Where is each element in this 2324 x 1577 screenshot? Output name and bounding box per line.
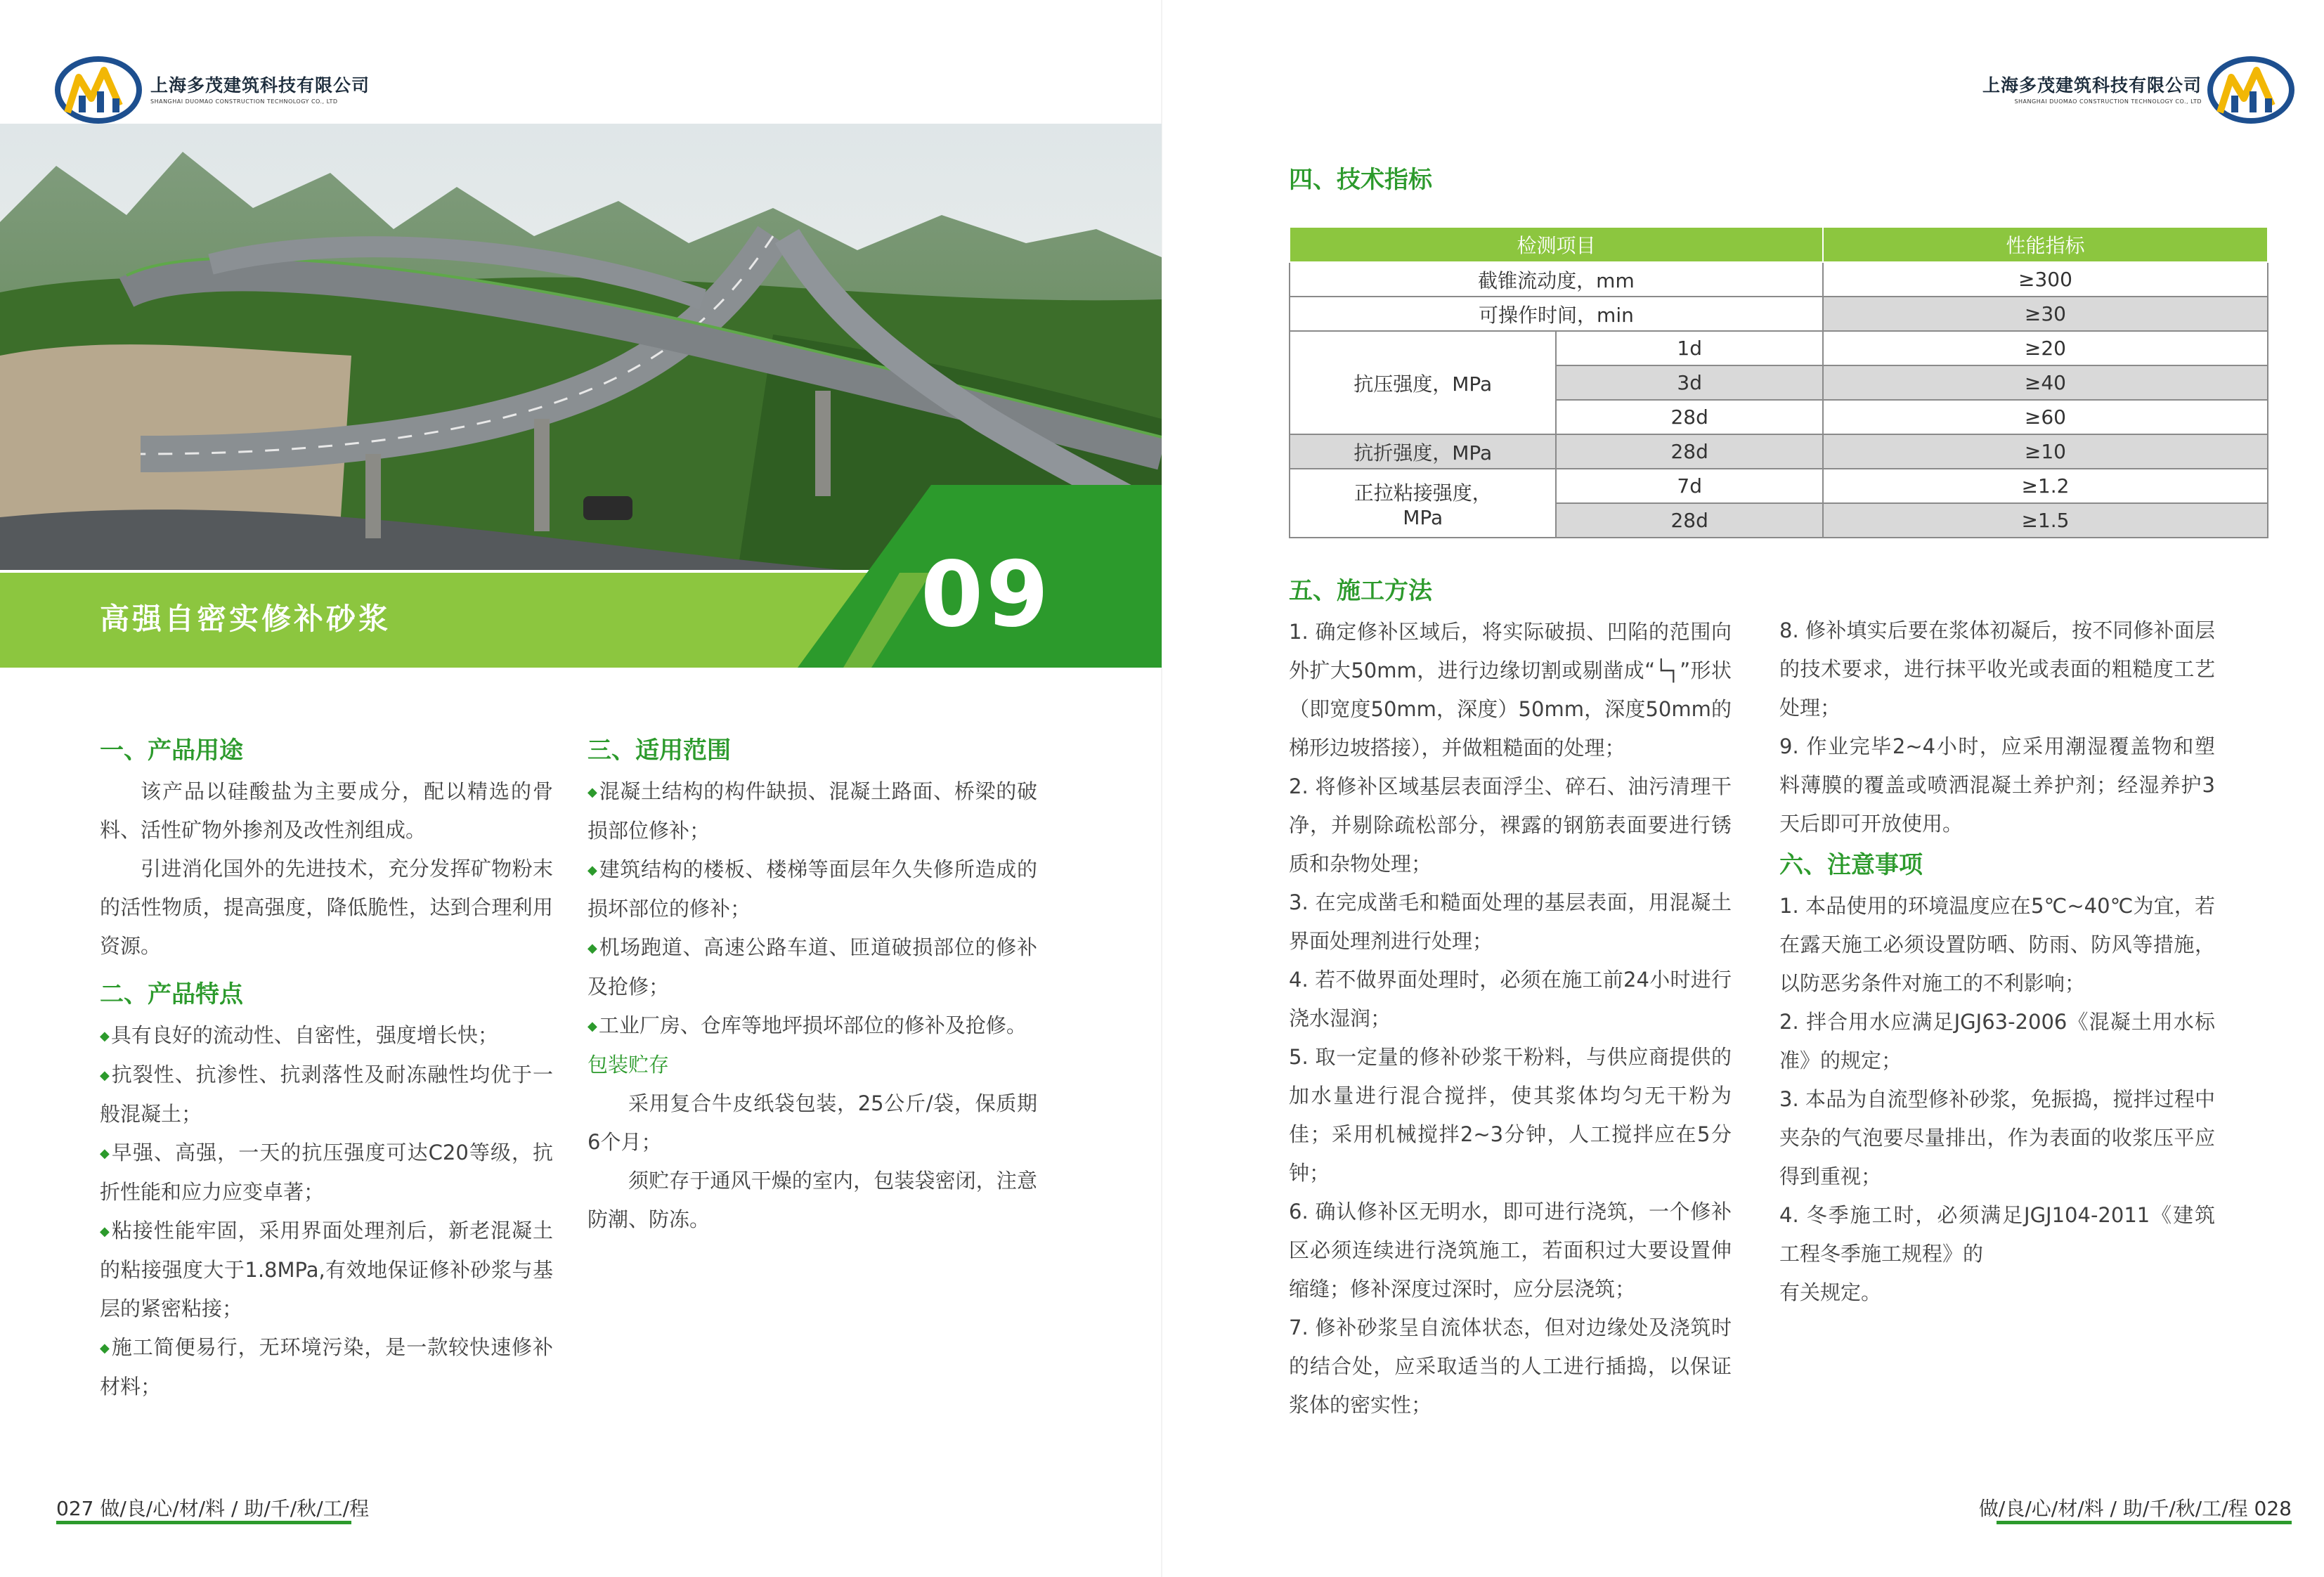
page-number-left: 027 (56, 1497, 94, 1520)
cell-value: ≥300 (1823, 262, 2268, 297)
method-heading: 五、施工方法 (1289, 577, 1432, 605)
scope-item: ◆ 混凝土结构的构件缺损、混凝土路面、桥梁的破损部位修补； (588, 772, 1037, 850)
company-name-cn: 上海多茂建筑科技有限公司 (150, 74, 370, 96)
scope-heading: 三、适用范围 (588, 736, 731, 765)
scope-item: ◆ 工业厂房、仓库等地坪损坏部位的修补及抢修。 (588, 1006, 1037, 1046)
method-step: 9. 作业完毕2~4小时，应采用潮湿覆盖物和塑料薄膜的覆盖或喷洒混凝土养护剂；经湿养护3天后即可开放使用。 (1779, 734, 2215, 836)
note-item: 1. 本品使用的环境温度应在5℃~40℃为宜，若在露天施工必须设置防晒、防雨、防风等措施，以防恶劣条件对施工的不利影响； (1779, 894, 2215, 995)
cell-label: 截锥流动度，mm (1290, 262, 1823, 297)
tech-heading: 四、技术指标 (1289, 166, 1432, 194)
header-item: 检测项目 (1290, 227, 1823, 262)
footer-slogan-right: 做/良/心/材/料 / 助/千/秋/工/程 (1978, 1497, 2248, 1520)
note-item: 4. 冬季施工时，必须满足JGJ104-2011《建筑工程冬季施工规程》的 (1779, 1203, 2215, 1266)
bond-label-line-2: MPa (1403, 505, 1443, 529)
cell-age: 3d (1556, 365, 1822, 400)
table-row (1290, 331, 2268, 365)
table-row (1290, 434, 2268, 469)
page-number-right: 028 (2254, 1497, 2292, 1520)
table-row (1290, 297, 2268, 331)
cell-value: ≥60 (1823, 400, 2268, 434)
cell-label: 抗压强度，MPa (1290, 331, 1556, 434)
feature-item: ◆ 施工简便易行，无环境污染，是一款较快速修补材料； (100, 1328, 553, 1406)
note-item: 3. 本品为自流型修补砂浆，免振捣，搅拌过程中夹杂的气泡要尽量排出，作为表面的收浆压平应得到重视； (1779, 1087, 2215, 1188)
cell-age: 28d (1556, 400, 1822, 434)
packaging-heading: 包装贮存 (588, 1053, 670, 1077)
packaging-paragraph: 须贮存于通风干燥的室内，包装袋密闭，注意防潮、防冻。 (588, 1169, 1037, 1231)
method-step: 2. 将修补区域基层表面浮尘、碎石、油污清理干净，并剔除疏松部分，裸露的钢筋表面要进行锈质和杂物处理； (1289, 774, 1732, 876)
company-name-cn: 上海多茂建筑科技有限公司 (1982, 74, 2202, 96)
footer-underline-right (1997, 1521, 2292, 1524)
usage-paragraph: 该产品以硅酸盐为主要成分，配以精选的骨料、活性矿物外掺剂及改性剂组成。 (100, 779, 553, 842)
cell-label (1290, 469, 1556, 538)
method-step: 4. 若不做界面处理时，必须在施工前24小时进行浇水湿润； (1289, 968, 1732, 1030)
features-heading: 二、产品特点 (100, 980, 243, 1008)
footer-underline-left (56, 1521, 351, 1524)
cell-value: ≥1.2 (1823, 469, 2268, 503)
cell-age: 28d (1556, 503, 1822, 538)
company-logo-icon (2207, 49, 2299, 126)
table-header-row (1290, 227, 2268, 262)
cell-value: ≥20 (1823, 331, 2268, 365)
right-column-2 (1779, 611, 2215, 1312)
feature-item: ◆ 粘接性能牢固，采用界面处理剂后，新老混凝土的粘接强度大于1.8MPa,有效地保证修补砂浆与基层的紧密粘接； (100, 1212, 553, 1328)
note-item: 有关规定。 (1779, 1280, 1882, 1304)
method-step: 6. 确认修补区无明水，即可进行浇筑，一个修补区必须连续进行浇筑施工，若面积过大要设置伸缩缝；修补深度过深时，应分层浇筑； (1289, 1200, 1732, 1301)
header-value: 性能指标 (1823, 227, 2268, 262)
cell-age: 7d (1556, 469, 1822, 503)
method-step: 7. 修补砂浆呈自流体状态，但对边缘处及浇筑时的结合处，应采取适当的人工进行插捣，以保证浆体的密实性； (1289, 1316, 1732, 1417)
cell-value: ≥40 (1823, 365, 2268, 400)
footer-left (56, 1493, 369, 1521)
right-column-1 (1289, 569, 1732, 1425)
note-item: 2. 拌合用水应满足JGJ63-2006《混凝土用水标准》的规定； (1779, 1010, 2215, 1072)
method-step: 1. 确定修补区域后，将实际破损、凹陷的范围向外扩大50mm，进行边缘切割或剔凿成“└┐”形状（即宽度50mm，深度）50mm，深度50mm的梯形边坡搭接），并做粗糙面的处理； (1289, 620, 1732, 760)
footer-slogan-left: 做/良/心/材/料 / 助/千/秋/工/程 (100, 1497, 370, 1520)
method-step: 3. 在完成凿毛和糙面处理的基层表面，用混凝土界面处理剂进行处理； (1289, 890, 1732, 953)
cell-label: 可操作时间，min (1290, 297, 1823, 331)
right-page (1162, 0, 2324, 1577)
table-row (1290, 469, 2268, 503)
company-name-en: SHANGHAI DUOMAO CONSTRUCTION TECHNOLOGY CO., LTD (2014, 98, 2202, 105)
company-logo-left (55, 49, 374, 126)
notes-heading: 六、注意事项 (1779, 851, 1923, 879)
feature-item: ◆ 具有良好的流动性、自密性，强度增长快； (100, 1016, 553, 1056)
left-column-2 (588, 729, 1037, 1239)
method-step: 5. 取一定量的修补砂浆干粉料，与供应商提供的加水量进行混合搅拌，使其浆体均匀无干粉为佳；采用机械搅拌2~3分钟，人工搅拌应在5分钟； (1289, 1045, 1732, 1185)
cell-value: ≥1.5 (1823, 503, 2268, 538)
bond-label-line-1: 正拉粘接强度， (1353, 481, 1492, 505)
product-title: 高强自密实修补砂浆 (100, 602, 391, 636)
cell-value: ≥30 (1823, 297, 2268, 331)
method-step: 8. 修补填实后要在浆体初凝后，按不同修补面层的技术要求，进行抹平收光或表面的粗糙度工艺处理； (1779, 618, 2215, 720)
packaging-paragraph: 采用复合牛皮纸袋包装，25公斤/袋，保质期6个月； (588, 1091, 1037, 1154)
feature-item: ◆ 抗裂性、抗渗性、抗剥落性及耐冻融性均优于一般混凝土； (100, 1056, 553, 1134)
company-logo-icon (55, 49, 146, 126)
footer-right (1979, 1493, 2292, 1521)
cell-age: 28d (1556, 434, 1822, 469)
company-name-en: SHANGHAI DUOMAO CONSTRUCTION TECHNOLOGY CO., LTD (150, 98, 338, 105)
usage-paragraph: 引进消化国外的先进技术，充分发挥矿物粉末的活性物质，提高强度，降低脆性，达到合理利用资源。 (100, 857, 553, 958)
cell-label: 抗折强度，MPa (1290, 434, 1556, 469)
product-number: 09 (921, 543, 1052, 647)
usage-heading: 一、产品用途 (100, 736, 243, 765)
feature-item: ◆ 早强、高强，一天的抗压强度可达C20等级，抗折性能和应力应变卓著； (100, 1134, 553, 1212)
scope-item: ◆ 建筑结构的楼板、楼梯等面层年久失修所造成的损坏部位的修补； (588, 850, 1037, 928)
left-column-1 (100, 729, 553, 1406)
company-logo-right (1978, 49, 2299, 126)
cell-value: ≥10 (1823, 434, 2268, 469)
table-row (1290, 262, 2268, 297)
cell-age: 1d (1556, 331, 1822, 365)
tech-spec-table (1289, 226, 2268, 538)
scope-item: ◆ 机场跑道、高速公路车道、匝道破损部位的修补及抢修； (588, 928, 1037, 1006)
